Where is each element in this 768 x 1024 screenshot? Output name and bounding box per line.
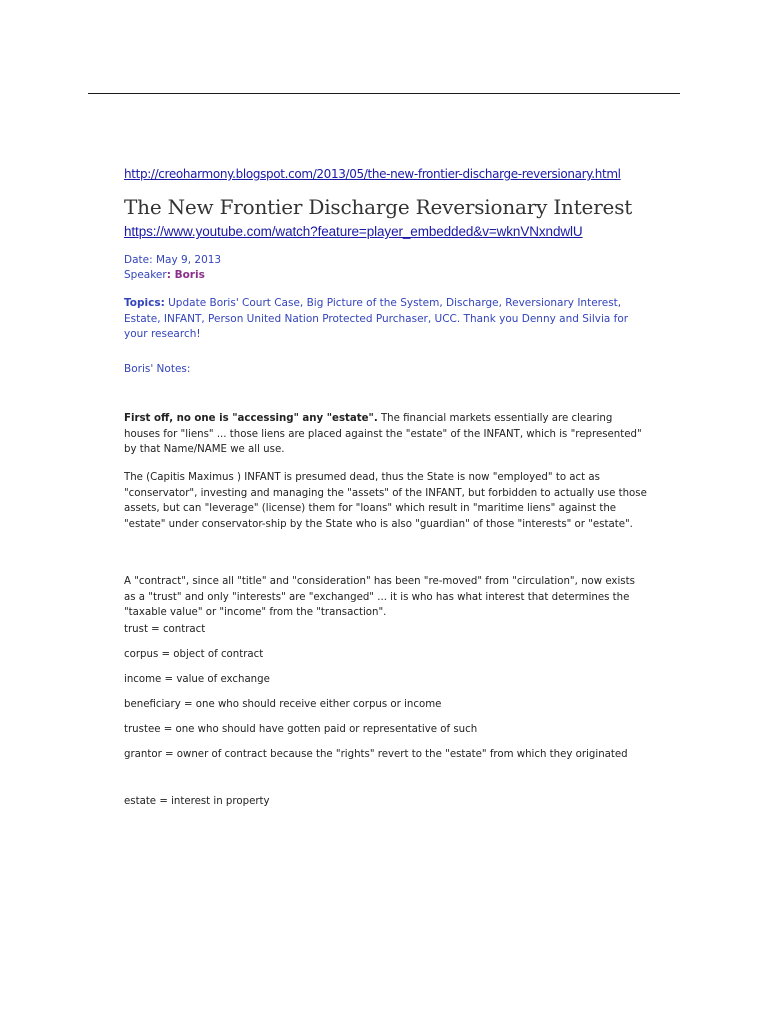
definition-trustee: trustee = one who should have gotten paid or representative of such — [124, 724, 478, 735]
date-value: May 9, 2013 — [155, 254, 222, 266]
youtube-video-link[interactable]: https://www.youtube.com/watch?feature=player_embedded&v=wknVNxndwlU — [124, 224, 583, 239]
topics-label: Topics: — [124, 297, 165, 309]
definition-beneficiary: beneficiary = one who should receive either corpus or income — [124, 699, 442, 710]
definition-corpus: corpus = object of contract — [124, 649, 264, 660]
definition-income: income = value of exchange — [124, 674, 270, 685]
definition-trust: trust = contract — [124, 624, 206, 635]
date-label: Date: — [124, 254, 153, 266]
topics-text: Update Boris' Court Case, Big Picture of the System, Discharge, Reversionary Interest, Estate, INFANT, Person United Nation Protected Purchaser, UCC. Thank you Denny and Silvia for your research! — [124, 297, 629, 340]
paragraph-lead-bold: First off, no one is "accessing" any "estate". — [124, 413, 378, 424]
header-rule — [88, 93, 680, 94]
notes-heading: Boris' Notes: — [124, 363, 191, 375]
speaker-value: : Boris — [166, 269, 205, 281]
paragraph-infant-conservator: The (Capitis Maximus ) INFANT is presumed dead, thus the State is now "employed" to act as "conservator", investing and managing the "assets" of the INFANT, but forbidden to actually use those assets, but can "leverage" (license) them for "loans" which result in "maritime liens" against the "estate" under conservator-ship by the State who is also "guardian" of those "interests" or "estate". — [124, 472, 647, 530]
topics-paragraph — [124, 296, 654, 343]
blog-source-link[interactable]: http://creoharmony.blogspot.com/2013/05/the-new-frontier-discharge-reversionary.html — [124, 167, 621, 181]
meta-block — [124, 253, 221, 283]
definition-grantor: grantor = owner of contract because the "rights" revert to the "estate" from which they originated — [124, 749, 628, 760]
definition-estate: estate = interest in property — [124, 796, 270, 807]
date-line — [124, 253, 221, 268]
speaker-label: Speaker — [124, 269, 167, 281]
page-title: The New Frontier Discharge Reversionary Interest — [124, 195, 633, 219]
paragraph-estate-liens — [124, 411, 649, 458]
speaker-line — [124, 268, 221, 283]
paragraph-contract-trust: A "contract", since all "title" and "consideration" has been "re-moved" from "circulation", now exists as a "trust" and only "interests" are "exchanged" ... it is who has what interest that determines the "taxable value" or "income" from the "transaction". — [124, 576, 635, 618]
paragraph-text: The financial markets essentially are clearing houses for "liens" ... those liens are placed against the "estate" of the INFANT, which is "represented" by that Name/NAME we all use. — [124, 413, 642, 455]
